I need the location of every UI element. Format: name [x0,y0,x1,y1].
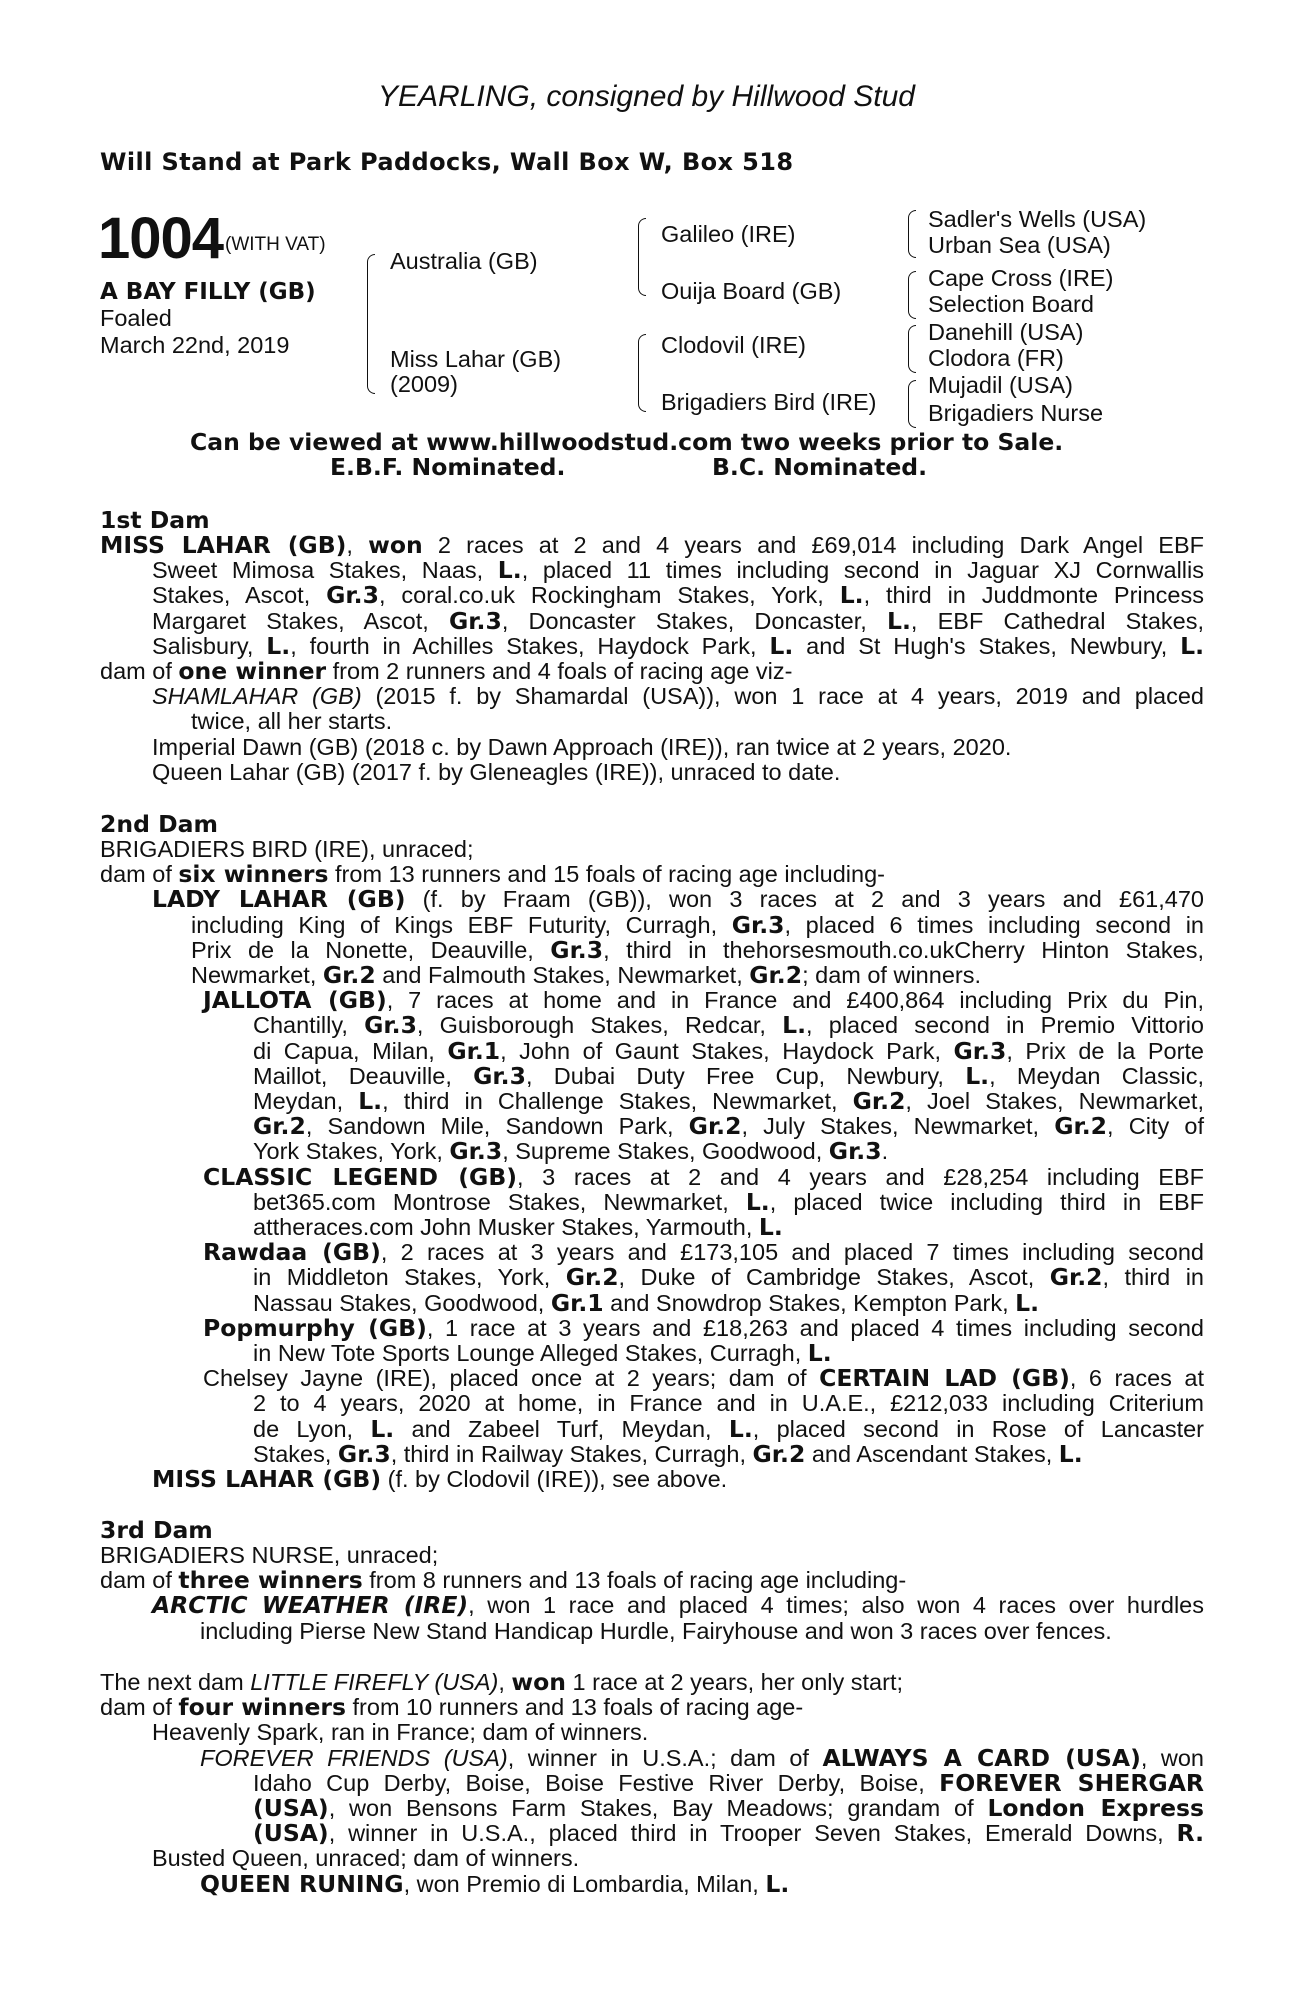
text-line: twice, all her starts. [191,708,393,735]
text-line: dam of six winners from 13 runners and 15 foals of racing age including- [100,860,885,889]
vat-note: (WITH VAT) [225,234,326,255]
next-dam-section [100,1670,1204,1897]
g-sire-sire-sire: Sadler's Wells (USA) [928,206,1147,232]
text-line: Heavenly Spark, ran in France; dam of winners. [152,1719,649,1746]
text-line: Sweet Mimosa Stakes, Naas, L., placed 11 times including second in Jaguar XJ Cornwallis [152,556,1205,585]
brace-ouija [908,271,916,319]
text-line: BRIGADIERS BIRD (IRE), unraced; [100,836,474,862]
lot-number: 1004 [98,206,224,271]
text-line: dam of one winner from 2 runners and 4 foals of racing age viz- [100,657,793,686]
lot-name: A BAY FILLY (GB) [100,279,316,305]
text-line: SHAMLAHAR (GB) (2015 f. by Shamardal (USA)), won 1 race at 4 years, 2019 and placed [152,683,1204,710]
text-line: in Middleton Stakes, York, Gr.2, Duke of Cambridge Stakes, Ascot, Gr.2, third in [253,1263,1204,1292]
dam3-heading: 3rd Dam [100,1516,213,1544]
dam-dam: Brigadiers Bird (IRE) [661,389,877,415]
sire-name: Australia (GB) [390,248,538,274]
text-line: Newmarket, Gr.2 and Falmouth Stakes, Newmarket, Gr.2; dam of winners. [191,961,981,990]
bc-note: B.C. Nominated. [712,453,928,481]
g-sire-sire-dam: Urban Sea (USA) [928,232,1111,258]
brace-sire [638,218,646,296]
text-line: including Pierse New Stand Handicap Hurdle, Fairyhouse and won 3 races over fences. [200,1617,1112,1644]
text-line: including King of Kings EBF Futurity, Curragh, Gr.3, placed 6 times including second in [191,910,1205,939]
g-sire-dam-sire: Cape Cross (IRE) [928,265,1114,291]
text-line: Gr.2, Sandown Mile, Sandown Park, Gr.2, July Stakes, Newmarket, Gr.2, City of [253,1112,1204,1141]
text-line: Stakes, Ascot, Gr.3, coral.co.uk Rockingham Stakes, York, L., third in Juddmonte Princess [152,581,1205,610]
foaled-date: March 22nd, 2019 [100,332,290,358]
g-sire-dam-dam: Selection Board [928,291,1094,317]
text-line: Chantilly, Gr.3, Guisborough Stakes, Redcar, L., placed second in Premio Vittorio [253,1011,1204,1040]
text-line: Nassau Stakes, Goodwood, Gr.1 and Snowdrop Stakes, Kempton Park, L. [253,1288,1040,1317]
sire-sire: Galileo (IRE) [661,221,796,247]
dam3-section [100,1543,1204,1644]
text-line: Popmurphy (GB), 1 race at 3 years and £18,263 and placed 4 times including second [203,1313,1204,1342]
text-line: The next dam LITTLE FIREFLY (USA), won 1 race at 2 years, her only start; [100,1668,904,1696]
text-line: Stakes, Gr.3, third in Railway Stakes, Curragh, Gr.2 and Ascendant Stakes, L. [253,1439,1083,1468]
sire-dam: Ouija Board (GB) [661,278,842,304]
brace-clodovil [908,325,916,373]
text-line: de Lyon, L. and Zabeel Turf, Meydan, L., placed second in Rose of Lancaster [253,1414,1204,1443]
text-line: 2 to 4 years, 2020 at home, in France and in U.A.E., £212,033 including Criterium [253,1390,1204,1417]
g-dam-dam-dam: Brigadiers Nurse [928,400,1104,426]
text-line: Queen Lahar (GB) (2017 f. by Gleneagles (IRE)), unraced to date. [152,758,841,785]
g-dam-sire-sire: Danehill (USA) [928,319,1084,345]
sale-header: YEARLING, consigned by Hillwood Stud [378,80,915,113]
brace-sire-dam [367,254,375,394]
text-line: Prix de la Nonette, Deauville, Gr.3, third in thehorsesmouth.co.ukCherry Hinton Stakes, [191,935,1204,964]
text-line: Busted Queen, unraced; dam of winners. [152,1845,580,1872]
foaled-label: Foaled [100,305,172,331]
g-dam-dam-sire: Mujadil (USA) [928,372,1073,398]
text-line: BRIGADIERS NURSE, unraced; [100,1542,439,1568]
text-line: Margaret Stakes, Ascot, Gr.3, Doncaster Stakes, Doncaster, L., EBF Cathedral Stakes, [152,606,1204,635]
brace-galileo [908,210,916,258]
text-line: Idaho Cup Derby, Boise, Boise Festive River Derby, Boise, FOREVER SHERGAR [253,1768,1204,1797]
text-line: di Capua, Milan, Gr.1, John of Gaunt Stakes, Haydock Park, Gr.3, Prix de la Porte [253,1036,1204,1065]
text-line: Imperial Dawn (GB) (2018 c. by Dawn Approach (IRE)), ran twice at 2 years, 2020. [152,733,1012,760]
dam2-section [100,837,1204,1492]
text-line: MISS LAHAR (GB), won 2 races at 2 and 4 years and £69,014 including Dark Angel EBF [100,531,1204,559]
stand-location: Will Stand at Park Paddocks, Wall Box W, Box 518 [100,148,794,176]
text-line: LADY LAHAR (GB) (f. by Fraam (GB)), won 3 races at 2 and 3 years and £61,470 [152,885,1204,914]
dam-name: Miss Lahar (GB) [390,346,562,372]
text-line: ARCTIC WEATHER (IRE), won 1 race and placed 4 times; also won 4 races over hurdles [152,1591,1204,1620]
text-line: FOREVER FRIENDS (USA), winner in U.S.A.; dam of ALWAYS A CARD (USA), won [200,1743,1205,1772]
text-line: MISS LAHAR (GB) (f. by Clodovil (IRE)), see above. [152,1465,728,1494]
g-dam-sire-dam: Clodora (FR) [928,345,1064,371]
text-line: JALLOTA (GB), 7 races at home and in France and £400,864 including Prix du Pin, [203,986,1204,1015]
brace-brigadiers-bird [908,380,916,428]
text-line: dam of three winners from 8 runners and 13 foals of racing age including- [100,1566,907,1595]
text-line: Maillot, Deauville, Gr.3, Dubai Duty Free Cup, Newbury, L., Meydan Classic, [253,1061,1204,1090]
text-line: dam of four winners from 10 runners and 13 foals of racing age- [100,1693,804,1722]
text-line: York Stakes, York, Gr.3, Supreme Stakes, Goodwood, Gr.3. [253,1137,889,1166]
ebf-note: E.B.F. Nominated. [330,453,566,481]
brace-dam [638,334,646,412]
text-line: Rawdaa (GB), 2 races at 3 years and £173,105 and placed 7 times including second [203,1238,1204,1267]
text-line: Salisbury, L., fourth in Achilles Stakes, Haydock Park, L. and St Hugh's Stakes, Newbury, L. [152,631,1205,660]
dam-year: (2009) [390,371,458,397]
viewing-note: Can be viewed at www.hillwoodstud.com two weeks prior to Sale. [190,428,1064,456]
text-line: (USA), won Bensons Farm Stakes, Bay Meadows; grandam of London Express [253,1794,1205,1823]
dam2-heading: 2nd Dam [100,810,218,838]
text-line: bet365.com Montrose Stakes, Newmarket, L., placed twice including third in EBF [253,1187,1205,1216]
text-line: Meydan, L., third in Challenge Stakes, Newmarket, Gr.2, Joel Stakes, Newmarket, [253,1087,1204,1116]
text-line: in New Tote Sports Lounge Alleged Stakes, Curragh, L. [253,1339,832,1368]
text-line: Chelsey Jayne (IRE), placed once at 2 years; dam of CERTAIN LAD (GB), 6 races at [203,1364,1204,1393]
dam1-heading: 1st Dam [100,506,210,534]
text-line: (USA), winner in U.S.A., placed third in Trooper Seven Stakes, Emerald Downs, R. [253,1819,1204,1848]
text-line: CLASSIC LEGEND (GB), 3 races at 2 and 4 years and £28,254 including EBF [203,1162,1204,1191]
text-line: attheraces.com John Musker Stakes, Yarmouth, L. [253,1213,783,1242]
dam-sire: Clodovil (IRE) [661,332,806,358]
dam1-section [100,533,1204,785]
text-line: QUEEN RUNING, won Premio di Lombardia, Milan, L. [200,1869,790,1898]
